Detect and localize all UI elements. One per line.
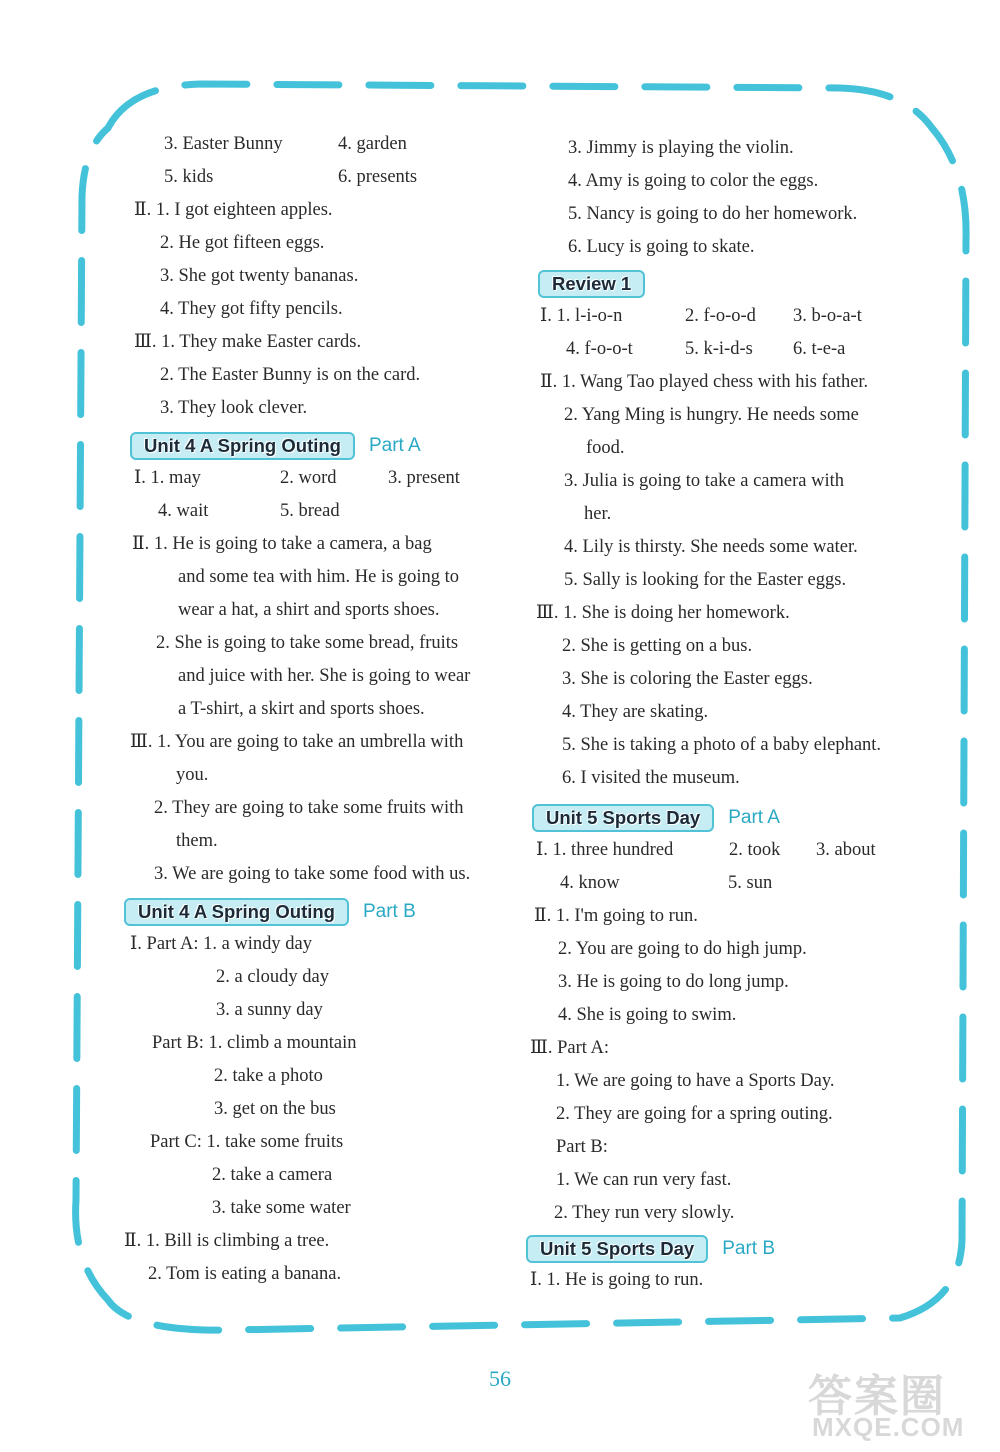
answer-line: 2. take a camera <box>212 1165 333 1185</box>
answer-line: 5. She is taking a photo of a baby elephant. <box>562 735 882 755</box>
answer-line: 3. Easter Bunny 4. garden <box>164 134 407 154</box>
answer-line: Ⅰ. 1. He is going to run. <box>530 1270 704 1290</box>
part-label: Part B <box>362 901 416 922</box>
part-label: Part A <box>728 807 780 828</box>
watermark-logo <box>808 1360 993 1446</box>
answer-line: 3. We are going to take some food with us. <box>154 864 471 884</box>
answer-line: 4. They are skating. <box>562 702 709 722</box>
answer-line: 1. We are going to have a Sports Day. <box>556 1071 835 1091</box>
answer-line: 2. They are going to take some fruits with <box>154 798 464 818</box>
answer-line: 5. kids 6. presents <box>164 167 418 187</box>
answer-line: a T-shirt, a skirt and sports shoes. <box>178 699 425 719</box>
answer-line: Ⅲ. Part A: <box>530 1038 609 1058</box>
answer-line: 3. take some water <box>212 1198 351 1218</box>
answer-line: 3. a sunny day <box>216 1000 323 1020</box>
answer-line: 2. take a photo <box>214 1066 323 1086</box>
unit-title-badge: Unit 5 Sports Day <box>532 804 714 832</box>
answer-line: 5. Sally is looking for the Easter eggs. <box>564 570 847 590</box>
answer-line: 6. Lucy is going to skate. <box>568 237 755 257</box>
answer-line: 2. The Easter Bunny is on the card. <box>160 365 421 385</box>
answer-line: Ⅲ. 1. They make Easter cards. <box>134 332 362 352</box>
unit-title-badge: Unit 4 A Spring Outing <box>130 432 355 460</box>
answer-line: 2. Yang Ming is hungry. He needs some <box>564 405 859 425</box>
section-banner-unit5-part-a <box>532 804 780 832</box>
review-title-badge: Review 1 <box>538 270 645 298</box>
answer-line: Ⅲ. 1. She is doing her homework. <box>536 603 790 623</box>
watermark-url: MXQE.COM <box>812 1412 965 1442</box>
section-banner-unit5-part-b <box>526 1235 775 1263</box>
answer-line: you. <box>176 765 209 785</box>
answer-line: 3. Julia is going to take a camera with <box>564 471 844 491</box>
answer-line: 4. Lily is thirsty. She needs some water. <box>564 537 858 557</box>
answer-line: 2. She is getting on a bus. <box>562 636 753 656</box>
answer-line: 4. Amy is going to color the eggs. <box>568 171 819 191</box>
answer-line: wear a hat, a shirt and sports shoes. <box>178 600 440 620</box>
answer-line: Part B: <box>556 1137 608 1157</box>
answer-line: and some tea with him. He is going to <box>178 567 460 587</box>
answer-line: 3. They look clever. <box>160 398 308 418</box>
answer-line: Ⅱ. 1. Wang Tao played chess with his father. <box>540 372 869 392</box>
answer-line: 3. She got twenty bananas. <box>160 266 359 286</box>
answer-line: 4. f-o-o-t 5. k-i-d-s 6. t-e-a <box>566 339 846 359</box>
answer-line: 3. get on the bus <box>214 1099 336 1119</box>
answer-line: 5. Nancy is going to do her homework. <box>568 204 858 224</box>
answer-line: food. <box>586 438 625 458</box>
answer-line: 2. They run very slowly. <box>554 1203 735 1223</box>
answer-line: 1. We can run very fast. <box>556 1170 732 1190</box>
answer-line: Ⅱ. 1. Bill is climbing a tree. <box>124 1231 330 1251</box>
answer-line: Ⅱ. 1. I got eighteen apples. <box>134 200 333 220</box>
part-label: Part B <box>722 1238 776 1259</box>
answer-line: 2. You are going to do high jump. <box>558 939 807 959</box>
answer-line: 2. She is going to take some bread, fruits <box>156 633 459 653</box>
answer-line: 2. He got fifteen eggs. <box>160 233 325 253</box>
watermark-text: 答案圈 <box>808 1371 946 1422</box>
unit-title-badge: Unit 5 Sports Day <box>526 1235 708 1263</box>
answer-line: Ⅰ. 1. l-i-o-n 2. f-o-o-d 3. b-o-a-t <box>540 306 862 326</box>
answer-line: 4. She is going to swim. <box>558 1005 737 1025</box>
answer-line: Ⅱ. 1. He is going to take a camera, a bag <box>132 534 432 554</box>
answer-line: Ⅱ. 1. I'm going to run. <box>534 906 698 926</box>
answer-line: them. <box>176 831 218 851</box>
section-banner-unit4-part-b <box>124 898 416 926</box>
part-label: Part A <box>368 435 421 456</box>
answer-line: Ⅲ. 1. You are going to take an umbrella with <box>130 732 464 752</box>
answer-line: Ⅰ. Part A: 1. a windy day <box>130 934 313 954</box>
answer-line: 4. They got fifty pencils. <box>160 299 343 319</box>
section-banner-unit4-part-a <box>130 432 421 460</box>
answer-line: and juice with her. She is going to wear <box>178 666 471 686</box>
section-banner-review-1 <box>538 270 645 298</box>
answer-line: 2. Tom is eating a banana. <box>148 1264 342 1284</box>
unit-title-badge: Unit 4 A Spring Outing <box>124 898 349 926</box>
answer-line: Part C: 1. take some fruits <box>150 1132 344 1152</box>
answer-line: her. <box>584 504 612 524</box>
answer-line: Ⅰ. 1. three hundred 2. took 3. about <box>536 840 876 860</box>
answer-line: 6. I visited the museum. <box>562 768 740 788</box>
page-number: 56 <box>489 1366 511 1391</box>
answer-line: 4. know 5. sun <box>560 873 773 893</box>
answer-line: Ⅰ. 1. may 2. word 3. present <box>134 468 460 488</box>
answer-line: 2. They are going for a spring outing. <box>556 1104 833 1124</box>
answer-line: 4. wait 5. bread <box>158 501 340 521</box>
answer-line: 2. a cloudy day <box>216 967 330 987</box>
answer-line: 3. Jimmy is playing the violin. <box>568 138 794 158</box>
answer-line: 3. He is going to do long jump. <box>558 972 789 992</box>
answer-line: 3. She is coloring the Easter eggs. <box>562 669 813 689</box>
answer-line: Part B: 1. climb a mountain <box>152 1033 357 1053</box>
